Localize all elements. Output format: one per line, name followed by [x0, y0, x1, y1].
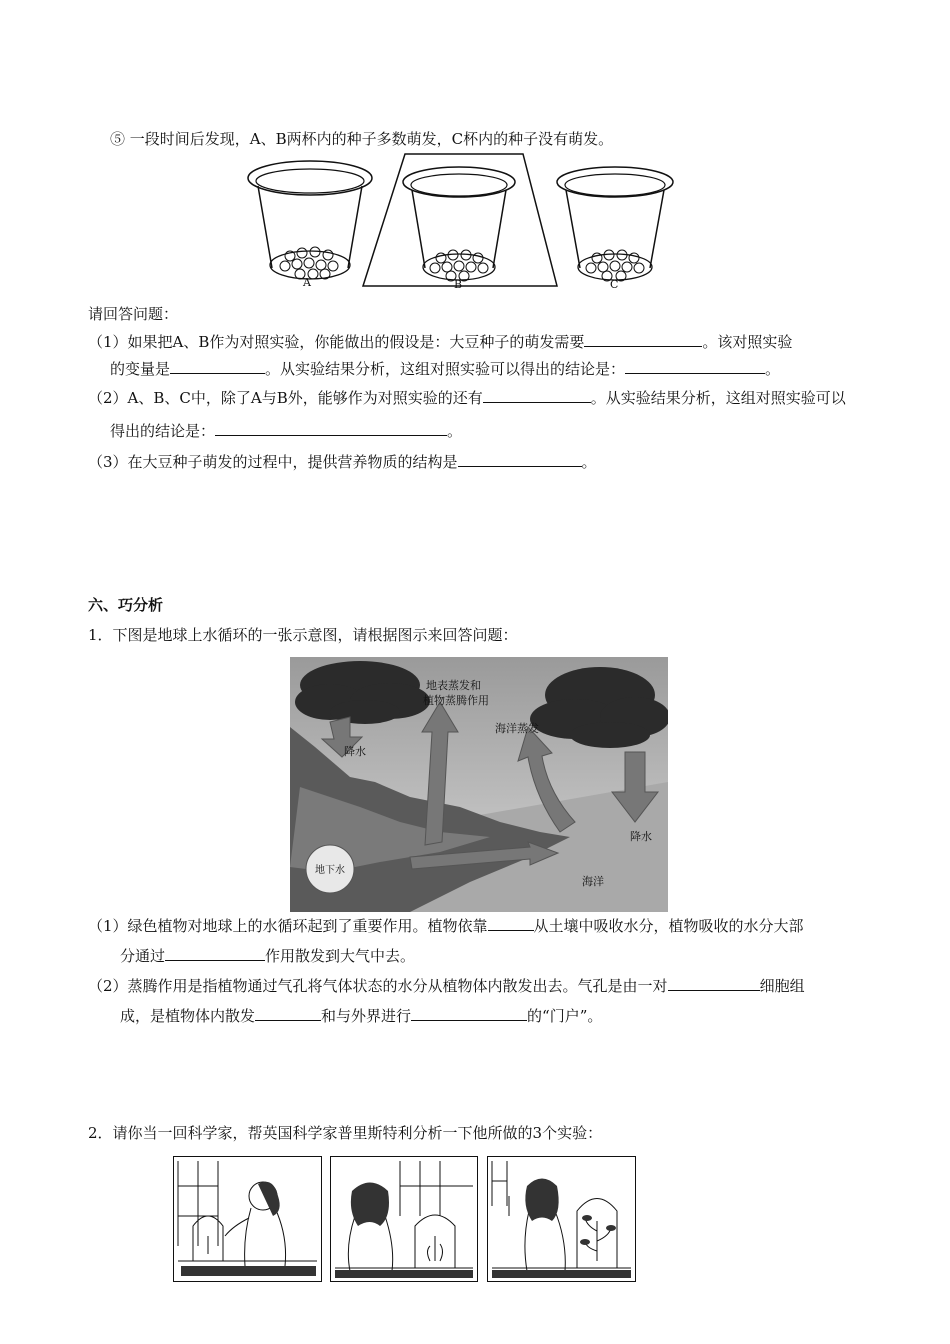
label-groundwater: 地下水 — [315, 865, 345, 876]
answer-blank[interactable] — [483, 388, 591, 403]
answer-blank[interactable] — [584, 332, 702, 347]
answer-blank[interactable] — [488, 916, 534, 931]
cup-label-a: A — [303, 276, 311, 289]
answer-blank[interactable] — [165, 946, 265, 961]
experiment-illustration-1 — [173, 1156, 322, 1282]
cup-label-c: C — [610, 278, 619, 291]
part-1-line-1: （1）绿色植物对地球上的水循环起到了重要作用。植物依靠 从土壤中吸收水分，植物吸收的水分大部 — [88, 917, 804, 935]
part-2-line-1: （2）蒸腾作用是指植物通过气孔将气体状态的水分从植物体内散发出去。气孔是由一对 细胞组 — [88, 977, 805, 995]
label-land-evap-2: 植物蒸腾作用 — [423, 694, 489, 707]
answer-blank[interactable] — [458, 452, 582, 467]
label-land-evap-1: 地表蒸发和 — [426, 679, 481, 692]
question-3: （3）在大豆种子萌发的过程中，提供营养物质的结构是 。 — [88, 453, 597, 471]
label-ocean: 海洋 — [582, 875, 604, 888]
water-cycle-diagram — [290, 657, 668, 912]
cup-a — [248, 161, 372, 279]
label-rain-right: 降水 — [630, 830, 652, 843]
question-2-line-1: （2）A、B、C中，除了A与B外，能够作为对照实验的还有 。从实验结果分析，这组对照实验可以 — [88, 389, 846, 407]
step-5-text: ⑤ 一段时间后发现，A、B两杯内的种子多数萌发，C杯内的种子没有萌发。 — [110, 130, 614, 148]
label-rain-left: 降水 — [344, 745, 366, 758]
question-1-line-2: 的变量是 。从实验结果分析，这组对照实验可以得出的结论是： 。 — [110, 360, 781, 378]
experiment-illustration-2 — [330, 1156, 478, 1282]
cup-c — [557, 167, 673, 280]
item-2-text: 2．请你当一回科学家，帮英国科学家普里斯特利分析一下他所做的3个实验： — [88, 1124, 603, 1142]
label-ocean-evap: 海洋蒸发 — [495, 722, 539, 735]
answer-blank[interactable] — [668, 976, 760, 991]
section-heading: 六、巧分析 — [88, 596, 164, 614]
part-1-line-2: 分通过 作用散发到大气中去。 — [120, 947, 416, 965]
answer-blank[interactable] — [411, 1006, 527, 1021]
question-1-line-1: （1）如果把A、B作为对照实验，你能做出的假设是：大豆种子的萌发需要 。该对照实验 — [88, 333, 793, 351]
cup-label-b: B — [454, 278, 463, 291]
answer-blank[interactable] — [625, 359, 765, 374]
experiment-illustration-3 — [487, 1156, 636, 1282]
question-2-line-2: 得出的结论是： 。 — [110, 422, 463, 440]
answer-blank[interactable] — [215, 421, 447, 436]
answer-prompt: 请回答问题： — [88, 305, 179, 323]
seed-cups-figure — [245, 150, 685, 290]
answer-blank[interactable] — [170, 359, 265, 374]
item-1-text: 1．下图是地球上水循环的一张示意图，请根据图示来回答问题： — [88, 626, 518, 644]
part-2-line-2: 成，是植物体内散发 和与外界进行 的“门户”。 — [120, 1007, 603, 1025]
answer-blank[interactable] — [255, 1006, 321, 1021]
cup-b — [403, 167, 515, 280]
